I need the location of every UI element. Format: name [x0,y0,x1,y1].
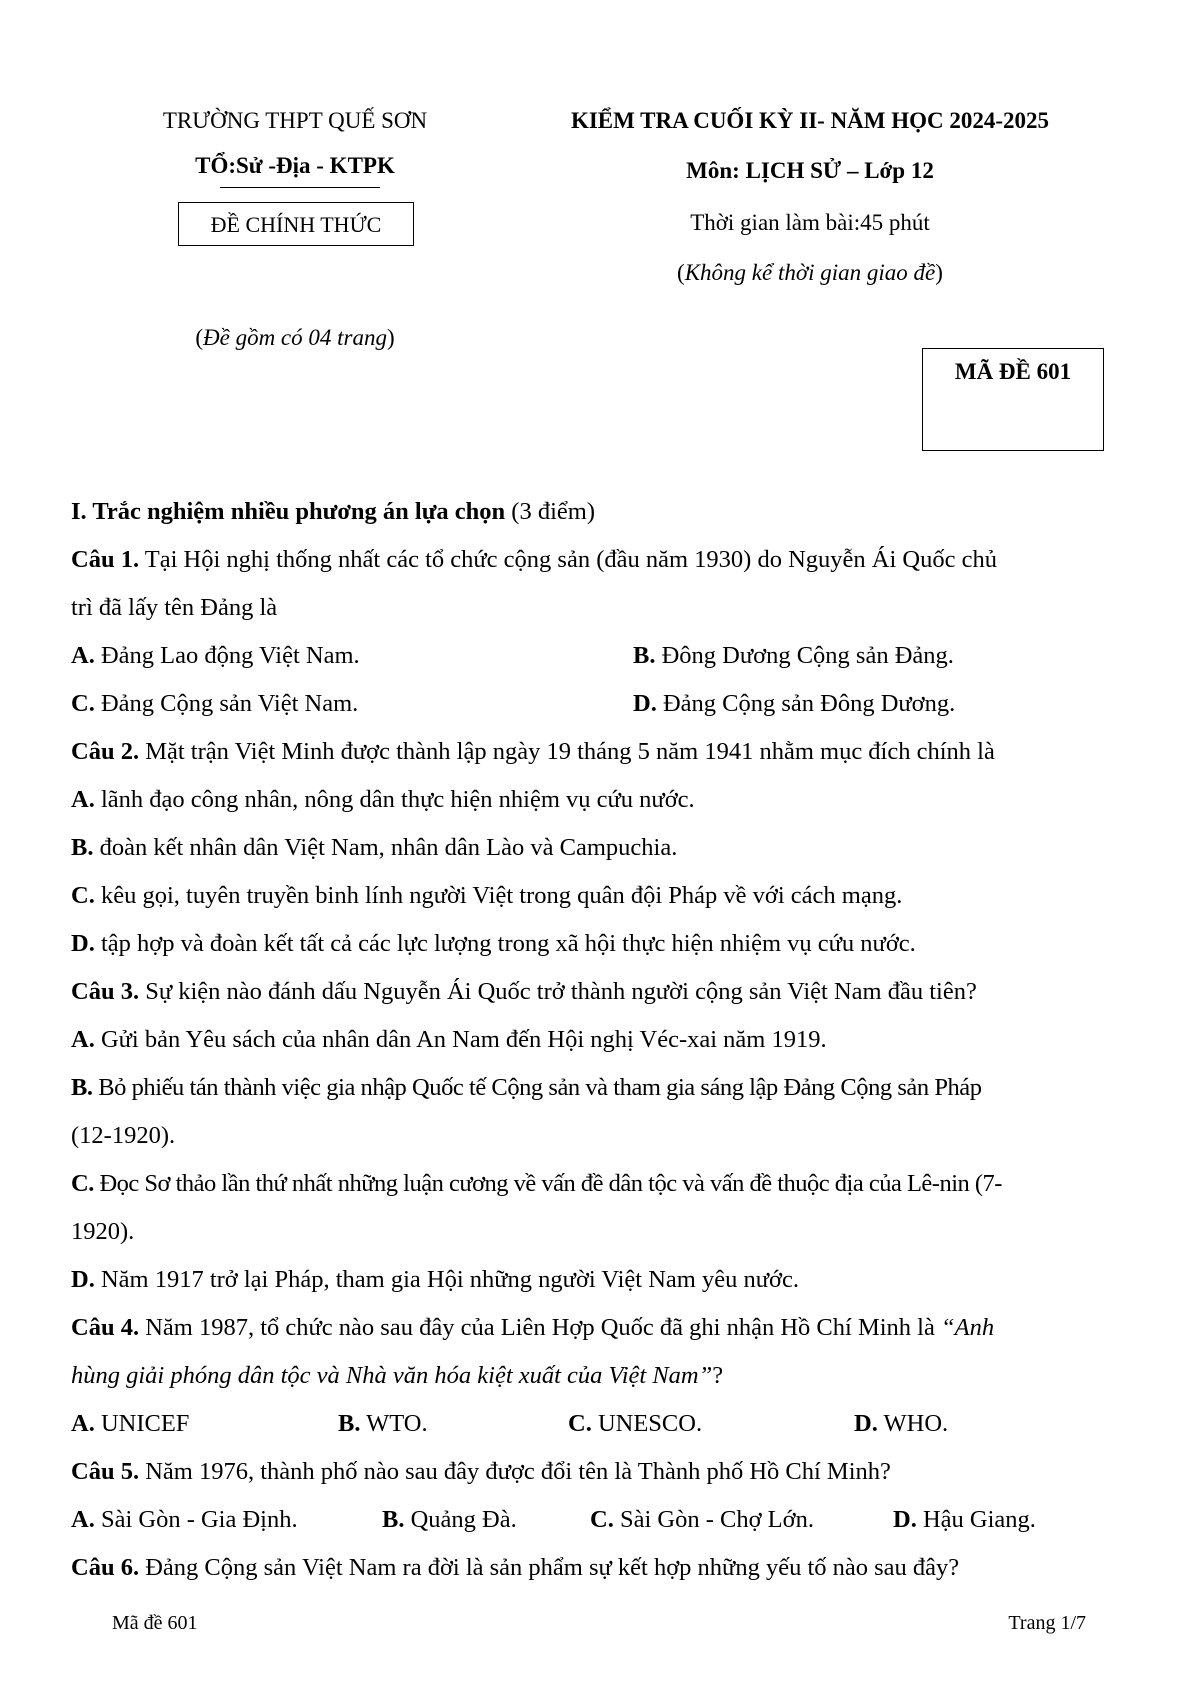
option-letter: D. [633,690,657,717]
question-6 [71,1554,959,1581]
q3-option-b-cont: (12-1920). [71,1122,176,1149]
option-letter: C. [71,882,95,909]
question-number: Câu 4. [71,1314,140,1341]
footer-exam-code: Mã đề 601 [112,1612,198,1634]
q4-option-a [71,1410,189,1437]
department-name: TỔ:Sử -Địa - KTPK [195,153,395,178]
option-text: Sài Gòn - Gia Định. [100,1506,298,1533]
option-letter: C. [71,1170,94,1197]
q3-option-b [71,1074,982,1101]
section-title-text: I. Trắc nghiệm nhiều phương án lựa chọn [71,498,506,525]
question-4 [71,1314,994,1341]
option-text: Đông Dương Cộng sản Đảng. [661,642,954,669]
q3-option-c-cont: 1920). [71,1218,135,1245]
page-count-note [100,325,490,351]
option-letter: D. [71,1266,95,1293]
option-text: Đảng Lao động Việt Nam. [100,642,360,669]
section-title [71,498,595,525]
option-text: WTO. [366,1410,428,1437]
footer-page-number: Trang 1/7 [1008,1612,1086,1634]
school-name: TRƯỜNG THPT QUẾ SƠN [162,108,428,133]
question-3 [71,978,977,1005]
time-note [520,260,1100,286]
option-letter: D. [71,930,95,957]
question-quote: hùng giải phóng dân tộc và Nhà văn hóa kiệt xuất của Việt Nam” [71,1362,713,1389]
option-letter: A. [71,1410,95,1437]
q3-option-d [71,1266,799,1293]
question-2 [71,738,995,765]
question-number: Câu 1. [71,546,140,573]
option-text: Hậu Giang. [922,1506,1036,1533]
paren-close: ) [935,260,943,285]
q5-option-c [590,1506,814,1533]
question-text: Sự kiện nào đánh dấu Nguyễn Ái Quốc trở thành người cộng sản Việt Nam đầu tiên? [139,978,977,1005]
q2-option-a [71,786,695,813]
q4-option-d [854,1410,948,1437]
question-mark: ? [712,1362,724,1389]
option-letter: C. [590,1506,614,1533]
option-text: UNICEF [100,1410,190,1437]
department-underline [220,187,380,188]
q3-option-c [71,1170,1002,1197]
q2-option-b [71,834,677,861]
q5-option-d [893,1506,1036,1533]
duration-line: Thời gian làm bài:45 phút [690,210,930,235]
q3-option-a [71,1026,827,1053]
question-4-cont [71,1362,723,1389]
exam-title: KIỂM TRA CUỐI KỲ II- NĂM HỌC 2024-2025 [570,108,1050,133]
paren-open: ( [195,325,203,350]
q5-option-b [382,1506,517,1533]
q2-option-c [71,882,902,909]
option-letter: B. [71,834,94,861]
question-text: Năm 1987, tổ chức nào sau đây của Liên Hợp Quốc đã ghi nhận Hồ Chí Minh là [139,1314,941,1341]
question-text: Năm 1976, thành phố nào sau đây được đổi tên là Thành phố Hồ Chí Minh? [139,1458,891,1485]
option-text: Đảng Cộng sản Đông Dương. [662,690,956,717]
q1-option-d [633,690,955,717]
option-text: Bỏ phiếu tán thành việc gia nhập Quốc tế Cộng sản và tham gia sáng lập Đảng Cộng sản Pháp [98,1074,982,1101]
q2-option-d [71,930,916,957]
option-letter: B. [338,1410,361,1437]
subject-line: Môn: LỊCH SỬ – Lớp 12 [686,158,934,183]
question-number: Câu 5. [71,1458,140,1485]
q4-option-c [568,1410,702,1437]
exam-code-box [922,348,1104,451]
exam-code: MÃ ĐỀ 601 [954,359,1072,384]
q1-option-b [633,642,954,669]
page-count-text: Đề gồm có 04 trang [203,325,387,350]
question-text: Tại Hội nghị thống nhất các tổ chức cộng sản (đầu năm 1930) do Nguyễn Ái Quốc chủ [139,546,997,573]
option-text: Gửi bản Yêu sách của nhân dân An Nam đến Hội nghị Véc-xai năm 1919. [100,1026,827,1053]
option-text: Năm 1917 trở lại Pháp, tham gia Hội những người Việt Nam yêu nước. [100,1266,799,1293]
option-text: Đọc Sơ thảo lần thứ nhất những luận cương về vấn đề dân tộc và vấn đề thuộc địa của Lê-nin (7- [99,1170,1002,1197]
official-label: ĐỀ CHÍNH THỨC [210,212,382,237]
option-text: Quảng Đà. [410,1506,517,1533]
option-text: UNESCO. [597,1410,703,1437]
question-quote: “Anh [940,1314,995,1341]
option-letter: B. [382,1506,405,1533]
option-letter: A. [71,1026,95,1053]
q1-option-a [71,642,360,669]
option-letter: D. [854,1410,878,1437]
q4-option-b [338,1410,428,1437]
paren-close: ) [386,325,395,350]
question-number: Câu 2. [71,738,140,765]
option-letter: A. [71,642,95,669]
q1-option-c [71,690,358,717]
option-text: Đảng Cộng sản Việt Nam. [100,690,359,717]
option-text: tập hợp và đoàn kết tất cả các lực lượng trong xã hội thực hiện nhiệm vụ cứu nước. [100,930,916,957]
paren-open: ( [677,260,685,285]
option-text: đoàn kết nhân dân Việt Nam, nhân dân Lào và Campuchia. [99,834,678,861]
option-text: lãnh đạo công nhân, nông dân thực hiện nhiệm vụ cứu nước. [100,786,695,813]
question-text: Mặt trận Việt Minh được thành lập ngày 19 tháng 5 năm 1941 nhằm mục đích chính là [139,738,995,765]
option-letter: C. [568,1410,592,1437]
question-5 [71,1458,891,1485]
question-number: Câu 3. [71,978,140,1005]
option-text: Sài Gòn - Chợ Lớn. [619,1506,814,1533]
q5-option-a [71,1506,298,1533]
time-note-text: Không kể thời gian giao đề [684,260,936,285]
option-letter: B. [633,642,656,669]
official-stamp-box [178,202,414,246]
option-letter: B. [71,1074,93,1101]
question-text: Đảng Cộng sản Việt Nam ra đời là sản phẩm sự kết hợp những yếu tố nào sau đây? [139,1554,960,1581]
question-number: Câu 6. [71,1554,140,1581]
question-1-cont: trì đã lấy tên Đảng là [71,594,278,621]
question-1 [71,546,997,573]
option-letter: A. [71,1506,95,1533]
option-letter: C. [71,690,95,717]
option-text: kêu gọi, tuyên truyền binh lính người Việt trong quân đội Pháp về với cách mạng. [100,882,903,909]
option-letter: A. [71,786,95,813]
section-points: (3 điểm) [505,498,595,525]
option-letter: D. [893,1506,917,1533]
option-text: WHO. [883,1410,949,1437]
